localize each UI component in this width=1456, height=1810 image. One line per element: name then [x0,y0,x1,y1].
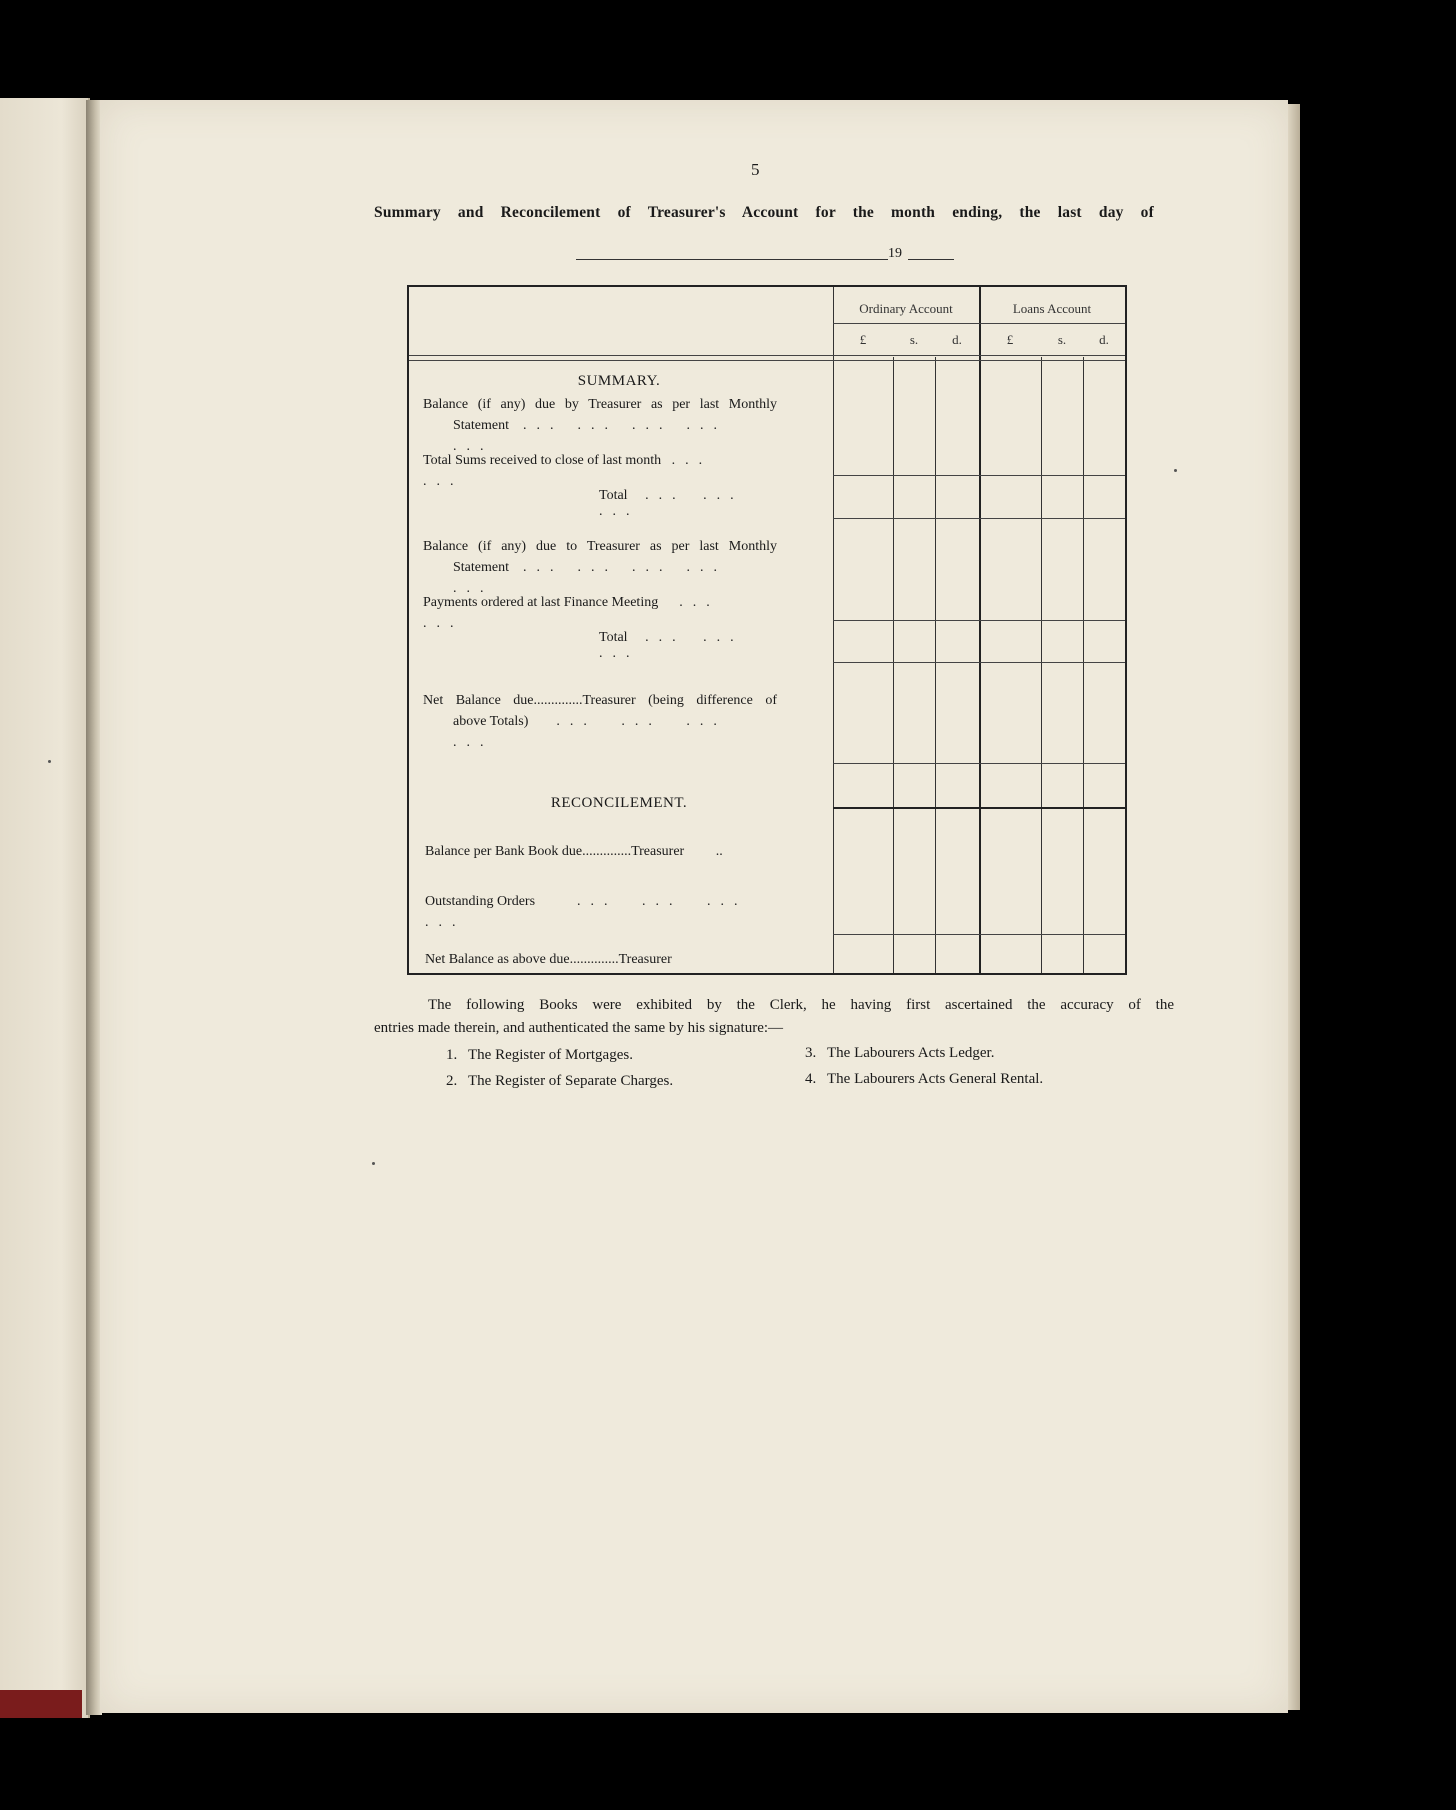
pence-label: d. [952,332,962,347]
books-paragraph [376,994,1174,1040]
leader-dots: ... [686,418,727,433]
binding-edge [0,1690,82,1718]
summary-title: SUMMARY. [577,373,661,389]
leader-dots: .. [715,844,723,859]
row-label: Balance per Bank Book due..............Treasurer [425,844,685,859]
row-balance-per-bank [425,841,779,862]
total-rule [833,475,1125,476]
leader-dots: ... [642,894,683,909]
row-label: Payments ordered at last Finance Meeting [423,595,659,610]
paragraph-line: The following Books were exhibited by the Clerk, he having first ascertained the accuracy of the [428,997,1174,1013]
row-outstanding-orders [425,891,779,933]
net-rule [833,934,1125,935]
header-bottom-rule [409,355,1125,356]
header-rule [833,323,1125,324]
leader-dots: ... [599,504,640,519]
leader-dots: ... [707,894,748,909]
list-number: 1. [446,1047,458,1063]
leader-dots: ... [577,894,618,909]
paragraph-line: entries made therein, and authenticated the same by his signature:— [374,1020,784,1036]
loans-account-header: Loans Account [1012,301,1092,316]
leader-dots: ... [632,560,673,575]
row-payments-ordered [423,592,777,634]
leader-dots: ... [577,560,618,575]
leader-dots: ... [523,560,564,575]
row-total-1 [599,488,769,520]
row-label: Outstanding Orders [425,894,536,909]
row-label: Statement [453,418,509,433]
leader-dots: ... [577,418,618,433]
books-list-left [446,1042,673,1094]
leader-dots: ... [671,453,713,468]
row-balance-due-to [423,536,777,599]
year-blank [908,259,954,260]
page-number: 5 [751,160,760,179]
total-rule [833,518,1125,519]
pounds-label: £ [859,332,867,347]
row-label: Total Sums received to close of last month [423,453,662,468]
row-total-sums [423,450,777,492]
total-label: Total [599,630,628,645]
shillings-label: s. [909,332,919,347]
leader-dots: ... [523,418,564,433]
year-prefix: 19 [888,246,902,261]
total-label: Total [599,488,628,503]
ordinary-account-header: Ordinary Account [859,301,953,316]
list-item [446,1068,673,1094]
leader-dots: ... [599,646,640,661]
leader-dots: ... [423,616,464,631]
leader-dots: ... [453,581,494,596]
column-divider [1083,357,1084,973]
list-text: The Labourers Acts General Rental. [827,1071,1044,1087]
leader-dots: ... [453,735,494,750]
leader-dots: ... [423,474,464,489]
pence-label: d. [1099,332,1109,347]
column-divider [833,287,834,973]
list-number: 2. [446,1073,458,1089]
list-text: The Register of Mortgages. [468,1047,633,1063]
row-balance-due-by [423,394,777,457]
leader-dots: ... [703,488,744,503]
row-label-continued [423,711,777,753]
leader-dots: ... [453,439,494,454]
net-rule [833,763,1125,764]
row-net-balance-above [425,949,779,970]
row-net-balance [423,690,777,753]
list-number: 3. [805,1045,817,1061]
paper-speck [1174,469,1177,472]
shillings-label: s. [1057,332,1067,347]
row-label: above Totals) [453,714,529,729]
row-total-2 [599,630,769,662]
list-number: 4. [805,1071,817,1087]
page-edge [1288,104,1300,1710]
row-label: Net Balance due..............Treasurer (being difference of [423,693,777,708]
leader-dots: ... [632,418,673,433]
leader-dots: ... [686,560,727,575]
date-line [576,246,956,264]
leader-dots: ... [425,915,466,930]
leader-dots: ... [556,714,597,729]
row-label: Net Balance as above due..............Treasurer [425,952,672,967]
document-heading: Summary and Reconcilement of Treasurer's Account for the month ending, the last day of [374,204,1154,221]
list-item [446,1042,673,1068]
row-label: Statement [453,560,509,575]
list-item [805,1066,1043,1092]
books-list-right [805,1040,1043,1092]
column-divider [979,287,981,973]
list-text: The Register of Separate Charges. [468,1073,674,1089]
row-label: Balance (if any) due by Treasurer as per last Monthly [423,397,777,412]
date-blank [576,259,888,260]
leader-dots: ... [645,630,686,645]
list-item [805,1040,1043,1066]
total-rule [833,620,1125,621]
header-bottom-rule [409,360,1125,361]
section-rule [833,807,1125,809]
previous-page [0,98,90,1718]
list-text: The Labourers Acts Ledger. [827,1045,995,1061]
pounds-label: £ [1006,332,1014,347]
paper-speck [48,760,51,763]
leader-dots: ... [686,714,727,729]
row-label: Balance (if any) due to Treasurer as per last Monthly [423,539,777,554]
account-table [407,285,1127,975]
paper-speck [372,1162,375,1165]
column-divider [935,357,936,973]
total-rule [833,662,1125,663]
column-divider [1041,357,1042,973]
leader-dots: ... [679,595,720,610]
reconcilement-title: RECONCILEMENT. [550,795,688,811]
column-divider [893,357,894,973]
leader-dots: ... [645,488,686,503]
leader-dots: ... [621,714,662,729]
leader-dots: ... [703,630,744,645]
